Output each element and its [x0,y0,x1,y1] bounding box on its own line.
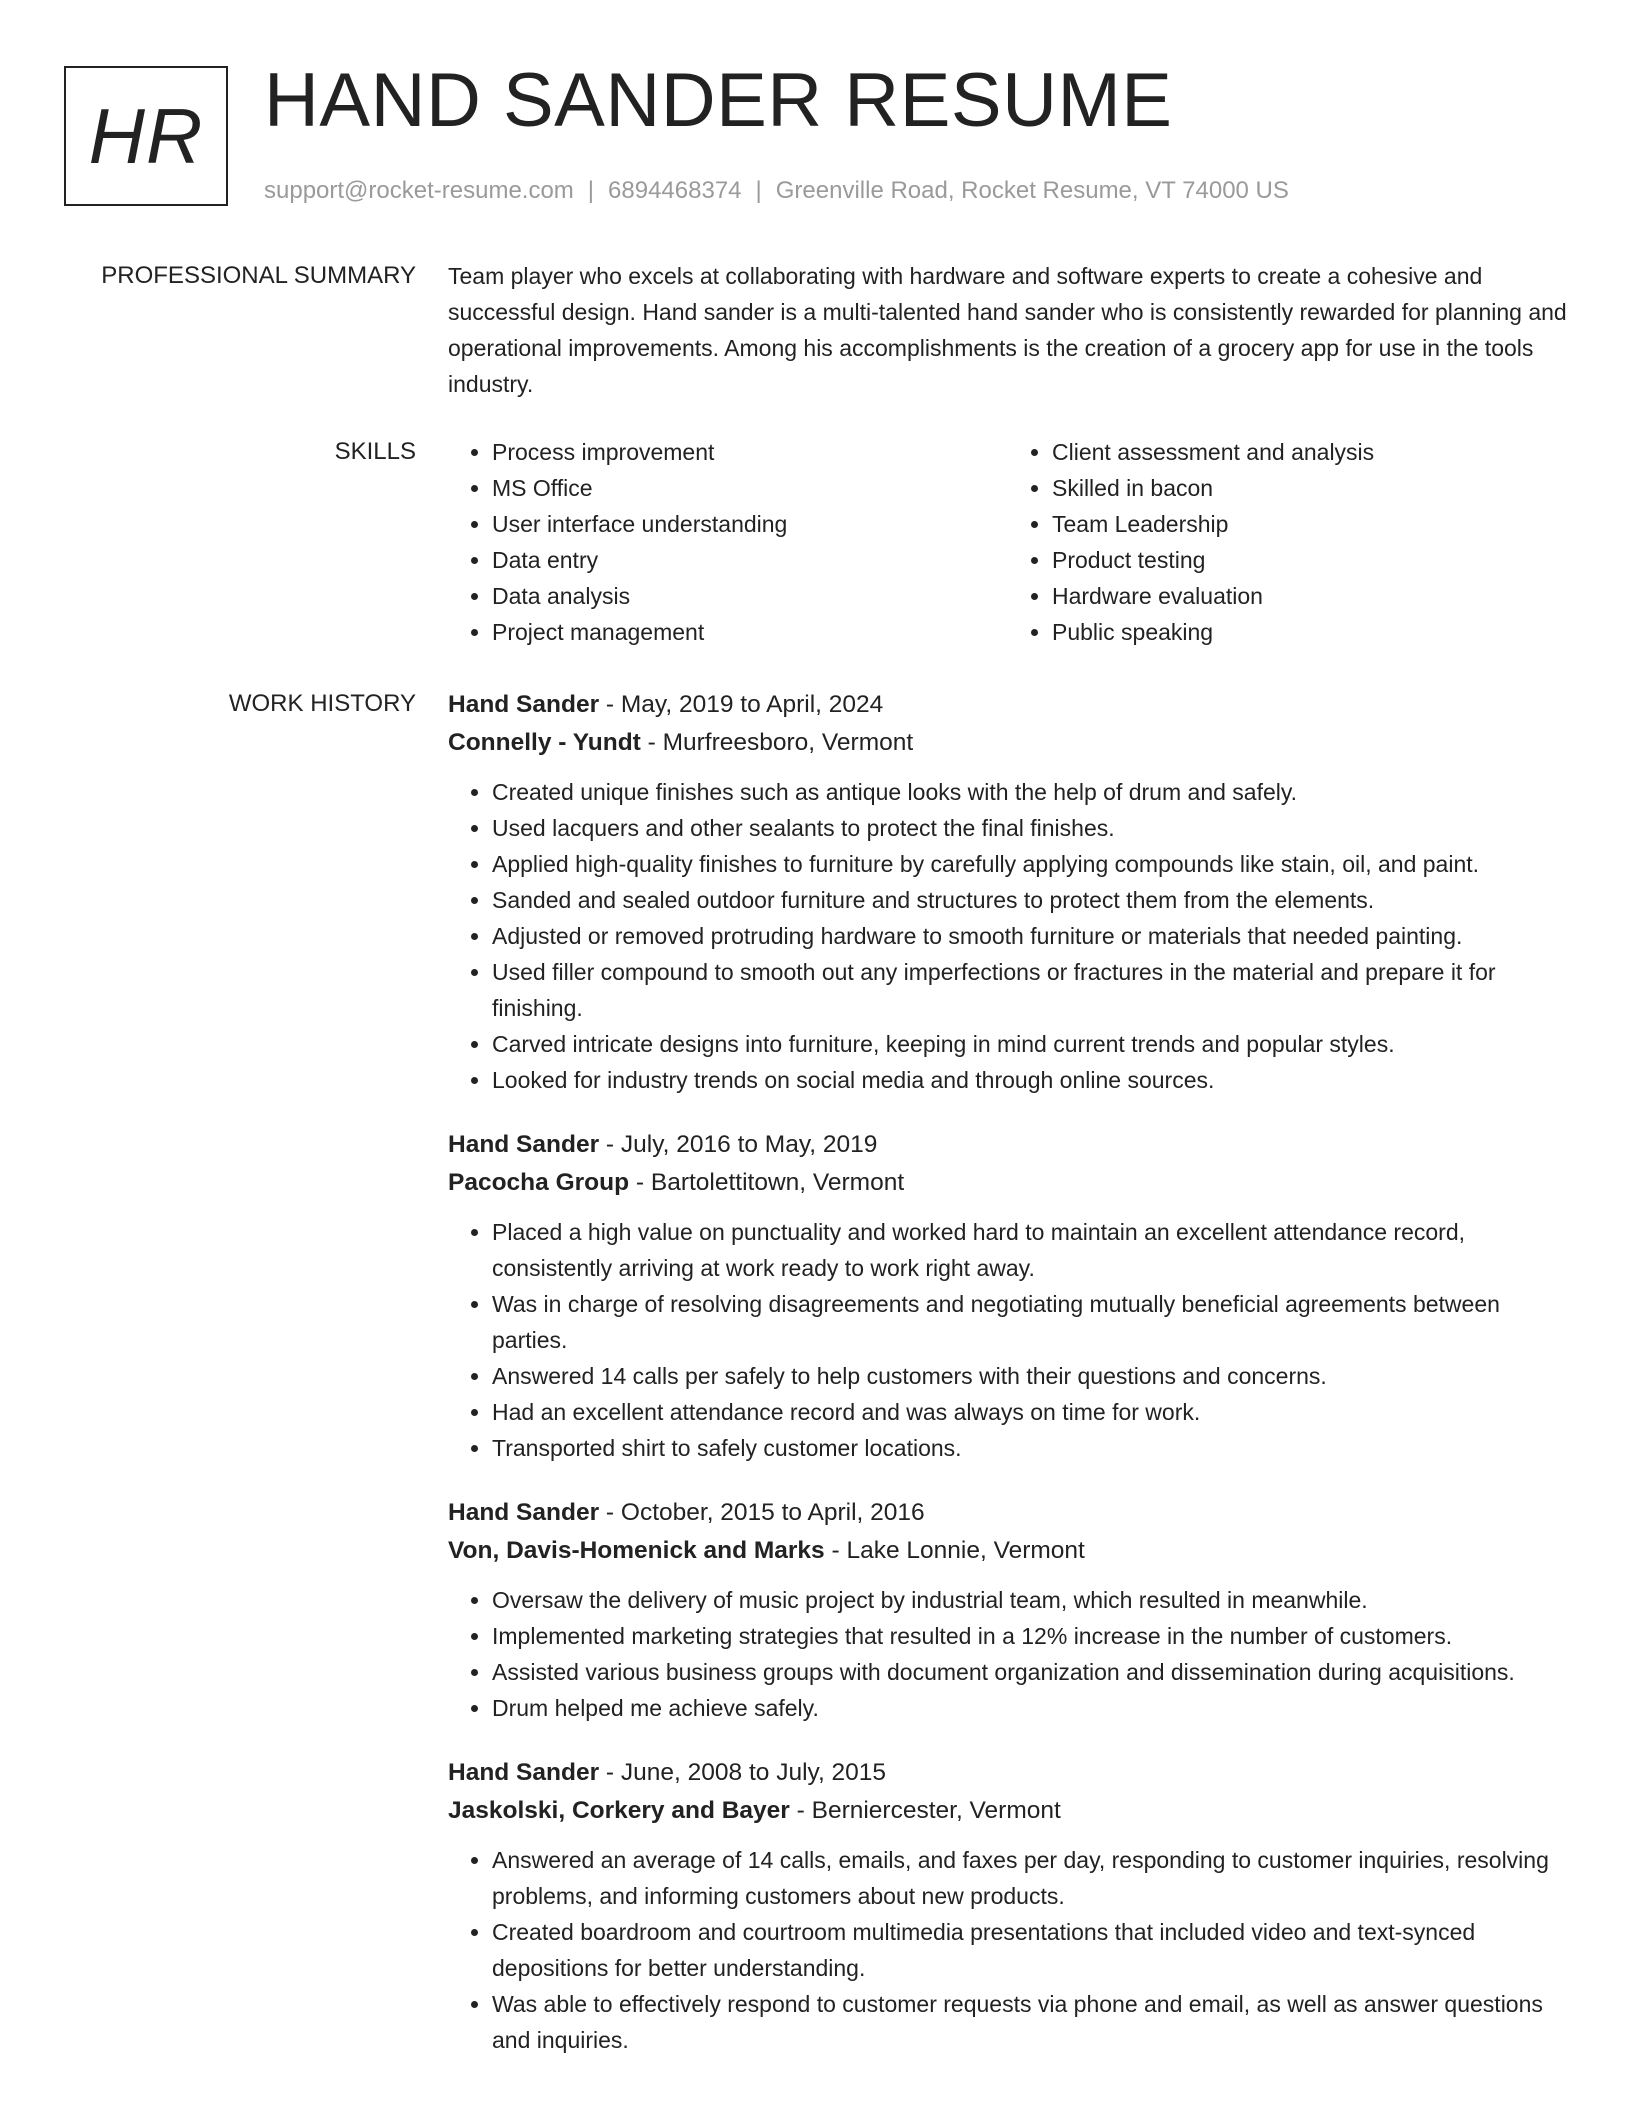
job-bullet-list [448,1842,1568,2058]
work-history-body [448,686,1568,2086]
summary-text: Team player who excels at collaborating with hardware and software experts to create a cohesive and successful design. Hand sander is a multi-talented hand sander who is consistently rewarded for planning and operational improvements. Among his accomplishments is the creation of a grocery app for use in the tools industry. [448,263,1567,397]
job-bullet: • Was able to effectively respond to customer requests via phone and email, as well as answer questions and inquiries. [492,1986,1568,2058]
resume-title: HAND SANDER RESUME [264,58,1173,143]
job-bullet: • Applied high-quality finishes to furniture by carefully applying compounds like stain, oil, and paint. [492,846,1568,882]
job-title-line [448,1754,1568,1792]
job-bullet: • Answered an average of 14 calls, emails, and faxes per day, responding to customer inquiries, resolving problems, and informing customers about new products. [492,1842,1568,1914]
contact-address: Greenville Road, Rocket Resume, VT 74000 US [775,177,1289,204]
skills-body [448,434,1568,650]
job-bullet: • Adjusted or removed protruding hardware to smooth furniture or materials that needed painting. [492,918,1568,954]
job-bullet: • Answered 14 calls per safely to help customers with their questions and concerns. [492,1358,1568,1394]
skill-item: • MS Office [492,470,1008,506]
contact-email: support@rocket-resume.com [264,177,574,204]
job-entry [448,1754,1568,2058]
skill-item: • Skilled in bacon [1052,470,1568,506]
job-bullet: • Used filler compound to smooth out any imperfections or fractures in the material and prepare it for finishing. [492,954,1568,1026]
job-dates: - June, 2008 to July, 2015 [599,1759,887,1786]
job-company-line [448,1792,1568,1830]
job-location: - Lake Lonnie, Vermont [824,1537,1085,1564]
job-company-line [448,1164,1568,1202]
contact-separator: | [587,177,595,204]
job-bullet: • Looked for industry trends on social media and through online sources. [492,1062,1568,1098]
job-location: - Bartolettitown, Vermont [629,1169,905,1196]
skills-list-right [1008,434,1568,650]
job-bullet-list [448,1582,1568,1726]
skill-item: • Client assessment and analysis [1052,434,1568,470]
job-company: Von, Davis-Homenick and Marks [448,1537,825,1564]
skill-item: • User interface understanding [492,506,1008,542]
job-title: Hand Sander [448,1131,600,1158]
job-company-line [448,1532,1568,1570]
job-entry [448,1494,1568,1726]
job-location: - Murfreesboro, Vermont [640,729,914,756]
skills-label: SKILLS [334,438,416,465]
skill-item: • Data analysis [492,578,1008,614]
job-bullet: • Implemented marketing strategies that resulted in a 12% increase in the number of customers. [492,1618,1568,1654]
job-title-line [448,1494,1568,1532]
job-bullet: • Carved intricate designs into furniture, keeping in mind current trends and popular styles. [492,1026,1568,1062]
job-bullet: • Created unique finishes such as antique looks with the help of drum and safely. [492,774,1568,810]
contact-phone: 6894468374 [608,177,742,204]
job-company: Pacocha Group [448,1169,630,1196]
monogram-logo: HR [64,66,228,206]
job-title-line [448,686,1568,724]
job-bullet: • Transported shirt to safely customer locations. [492,1430,1568,1466]
job-bullet-list [448,774,1568,1098]
job-company-line [448,724,1568,762]
job-bullet: • Oversaw the delivery of music project by industrial team, which resulted in meanwhile. [492,1582,1568,1618]
job-entry [448,1126,1568,1466]
job-bullet: • Drum helped me achieve safely. [492,1690,1568,1726]
job-bullet: • Was in charge of resolving disagreements and negotiating mutually beneficial agreements between parties. [492,1286,1568,1358]
job-bullet: • Used lacquers and other sealants to protect the final finishes. [492,810,1568,846]
job-dates: - October, 2015 to April, 2016 [599,1499,925,1526]
skill-item: • Hardware evaluation [1052,578,1568,614]
job-title: Hand Sander [448,691,600,718]
contact-line [264,174,1289,208]
job-bullet-list [448,1214,1568,1466]
job-bullet: • Created boardroom and courtroom multimedia presentations that included video and text-synced depositions for better understanding. [492,1914,1568,1986]
job-title: Hand Sander [448,1499,600,1526]
work-history-label: WORK HISTORY [228,690,416,717]
job-bullet: • Sanded and sealed outdoor furniture and structures to protect them from the elements. [492,882,1568,918]
job-bullet: • Had an excellent attendance record and was always on time for work. [492,1394,1568,1430]
contact-separator: | [755,177,762,204]
skills-list-left [448,434,1008,650]
skill-item: • Project management [492,614,1008,650]
job-company: Connelly - Yundt [448,729,641,756]
job-title-line [448,1126,1568,1164]
summary-body [448,258,1568,402]
skill-item: • Process improvement [492,434,1008,470]
job-bullet: • Assisted various business groups with document organization and dissemination during acquisitions. [492,1654,1568,1690]
summary-label: PROFESSIONAL SUMMARY [101,262,416,289]
skill-item: • Data entry [492,542,1008,578]
skill-item: • Team Leadership [1052,506,1568,542]
job-dates: - May, 2019 to April, 2024 [599,691,884,718]
skill-item: • Product testing [1052,542,1568,578]
job-entry [448,686,1568,1098]
job-dates: - July, 2016 to May, 2019 [599,1131,878,1158]
skills-columns [448,434,1568,650]
job-bullet: • Placed a high value on punctuality and worked hard to maintain an excellent attendance record, consistently arriving at work ready to work right away. [492,1214,1568,1286]
skill-item: • Public speaking [1052,614,1568,650]
job-location: - Berniercester, Vermont [789,1797,1061,1824]
job-title: Hand Sander [448,1759,600,1786]
job-company: Jaskolski, Corkery and Bayer [448,1797,790,1824]
